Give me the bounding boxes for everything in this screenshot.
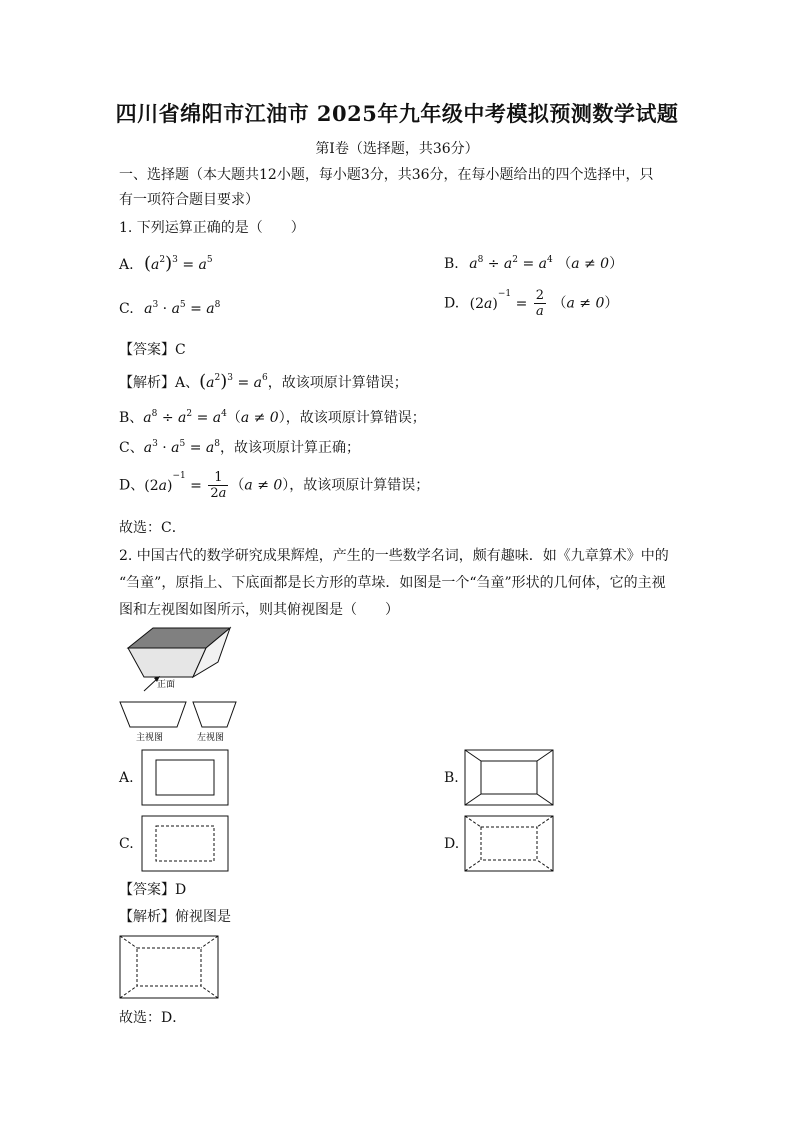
q2-option-c-label: C. — [119, 836, 134, 852]
chutong-solid-figure — [128, 628, 230, 691]
q1-analysis-a-formula: $(a^2)^3 = a^6$ — [199, 371, 268, 392]
q1-option-d-formula: $(2a)^{-1}$ = $\frac{2}{a}$ — [469, 288, 545, 319]
section-instruction-line1: 一、选择题（本大题共12小题，每小题3分，共36分，在每小题给出的四个选择中，只 — [119, 167, 654, 183]
q1-analysis-b-formula: $a^8 \div a^2 = a^4$ — [143, 409, 227, 426]
q1-option-b: B. $a^8 \div a^2 = a^4$ （a ≠ 0） — [444, 255, 624, 272]
option-c-figure — [142, 816, 228, 871]
document-title: 四川省绵阳市江油市 2025年九年级中考模拟预测数学试题 — [115, 101, 679, 126]
q1-analysis-c: C、$a^3 \cdot a^5 = a^8$，故该项原计算正确； — [119, 439, 360, 456]
option-b-figure — [465, 750, 553, 805]
q2-option-a-label: A. — [119, 770, 134, 786]
q1-analysis-c-formula: $a^3 \cdot a^5 = a^8$ — [143, 439, 220, 456]
q2-stem-line1: 2. 中国古代的数学研究成果辉煌，产生的一些数学名词，颇有趣味．如《九章算术》中的 — [119, 548, 669, 564]
q1-stem: 1. 下列运算正确的是（ ） — [119, 220, 305, 236]
q1-option-b-condition: a ≠ 0 — [571, 256, 610, 272]
q2-conclusion: 故选：D． — [119, 1010, 187, 1026]
q2-answer: 【答案】D — [119, 882, 187, 898]
analysis-top-view-figure — [120, 936, 218, 998]
left-view-shape — [193, 702, 236, 727]
q2-stem-line3: 图和左视图如图所示，则其俯视图是（ ） — [119, 602, 399, 618]
q1-analysis-a: 【解析】A、$(a^2)^3 = a^6$，故该项原计算错误； — [119, 371, 408, 392]
q1-option-d: D. $(2a)^{-1}$ = $\frac{2}{a}$ （a ≠ 0） — [444, 288, 619, 319]
q1-option-d-condition: a ≠ 0 — [566, 295, 605, 312]
q1-option-d-label: D. — [444, 295, 460, 312]
q1-option-a-label: A. — [119, 257, 134, 273]
option-d-figure — [465, 816, 553, 871]
section-subtitle: 第Ⅰ卷（选择题，共36分） — [315, 141, 479, 157]
q1-analysis-d: D、$(2a)^{-1}$ = $\frac{1}{2a}$ （a ≠ 0），故该项原计算错误； — [119, 470, 430, 501]
q1-analysis-b: B、$a^8 \div a^2 = a^4(a \ne 0)$，故该项原计算错误； — [119, 409, 426, 426]
q1-analysis-d-formula: $(2a)^{-1}$ = $\frac{1}{2a}$ — [144, 470, 227, 501]
q2-stem-line2: “刍童”，原指上、下底面都是长方形的草垛．如图是一个“刍童”形状的几何体，它的主视 — [119, 575, 666, 591]
q1-answer: 【答案】C — [119, 342, 186, 358]
left-view-label: 左视图 — [197, 733, 225, 743]
q2-analysis: 【解析】俯视图是 — [119, 909, 231, 925]
q1-option-c-label: C. — [119, 301, 134, 317]
q1-option-b-label: B. — [444, 256, 459, 272]
q2-option-d-label: D. — [444, 836, 460, 852]
q1-option-c-formula: $a^3 \cdot a^5 = a^8$ — [144, 300, 221, 317]
q1-option-a-formula: $(a^2)^3 = a^5$ — [144, 253, 213, 274]
front-label: 正面 — [157, 680, 176, 690]
q1-option-b-formula: $a^8 \div a^2 = a^4$ — [469, 255, 553, 272]
section-instruction-line2: 有一项符合题目要求） — [119, 192, 259, 208]
main-view-shape — [120, 702, 186, 727]
q2-option-b-label: B. — [444, 770, 459, 786]
q1-conclusion: 故选：C． — [119, 520, 186, 536]
main-view-label: 主视图 — [136, 733, 164, 743]
option-a-figure — [142, 750, 228, 805]
